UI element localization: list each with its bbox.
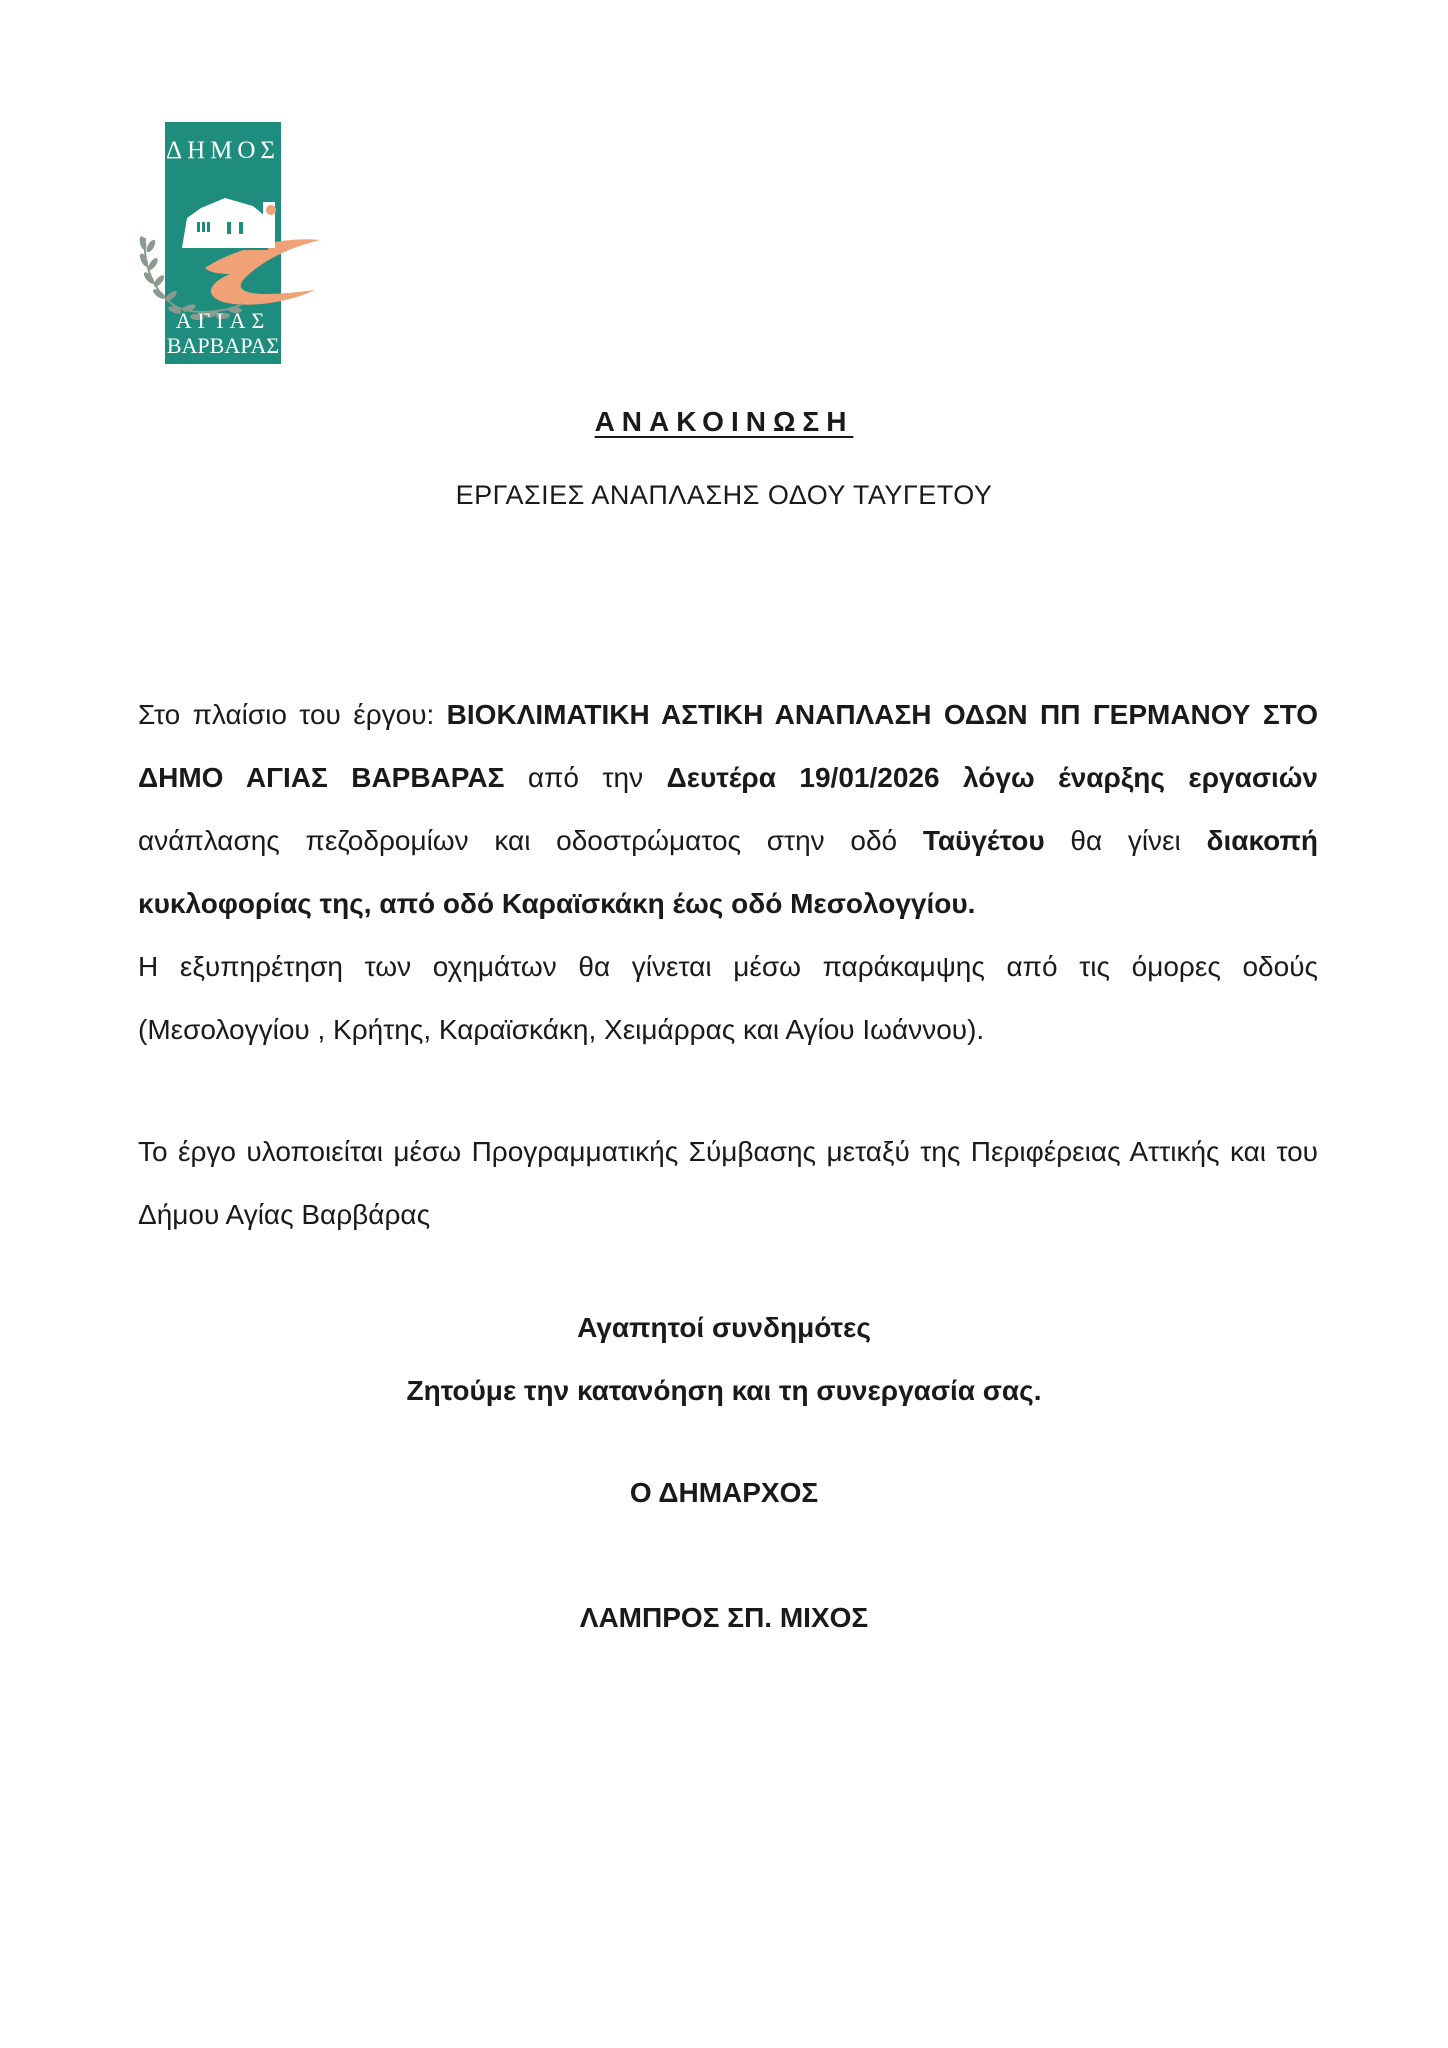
logo-text-top: ΔΗΜΟΣ bbox=[166, 137, 280, 164]
logo-text-middle: ΑΓΙΑΣ bbox=[175, 308, 271, 333]
document-title: ΑΝΑΚΟΙΝΩΣΗ bbox=[594, 406, 854, 437]
logo-text-bottom: ΒΑΡΒΑΡΑΣ bbox=[166, 333, 280, 358]
will-be-text: θα γίνει bbox=[1044, 825, 1207, 856]
municipality-logo bbox=[135, 118, 325, 368]
document-subtitle: ΕΡΓΑΣΙΕΣ ΑΝΑΠΛΑΣΗΣ ΟΔΟΥ ΤΑΥΓΕΤΟΥ bbox=[455, 480, 993, 510]
signatory-title: Ο ΔΗΜΑΡΧΟΣ bbox=[629, 1477, 819, 1508]
reason-bold: λόγω έναρξης εργασιών bbox=[939, 762, 1318, 793]
detour-text: Η εξυπηρέτηση των οχημάτων θα γίνεται μέσω παράκαμψης από τις όμορες οδούς (Μεσολογγίου , Κρήτης, Καραϊσκάκη, Χειμάρρας και Αγίου Ιωάννου). bbox=[138, 951, 1318, 1045]
intro-text: Στο πλαίσιο του έργου: bbox=[138, 699, 447, 730]
from-text: από την bbox=[504, 762, 667, 793]
greeting: Αγαπητοί συνδημότες bbox=[577, 1312, 871, 1343]
funding-paragraph: Το έργο υλοποιείται μέσω Προγραμματικής Σύμβασης μεταξύ της Περιφέρειας Αττικής και του Δήμου Αγίας Βαρβάρας bbox=[138, 1136, 1318, 1230]
reason-text: ανάπλασης πεζοδρομίων και οδοστρώματος στην οδό bbox=[138, 825, 923, 856]
traffic-closure: διακοπή κυκλοφορίας της, από οδό Καραϊσκάκη έως οδό Μεσολογγίου. bbox=[138, 825, 1319, 919]
street-name: Ταϋγέτου bbox=[922, 825, 1045, 856]
signatory-name: ΛΑΜΠΡΟΣ ΣΠ. ΜΙΧΟΣ bbox=[579, 1602, 869, 1633]
start-date: Δευτέρα 19/01/2026 bbox=[666, 762, 940, 793]
request-text: Ζητούμε την κατανόηση και τη συνεργασία σας. bbox=[406, 1375, 1042, 1406]
project-name: ΒΙΟΚΛΙΜΑΤΙΚΗ ΑΣΤΙΚΗ ΑΝΑΠΛΑΣΗ ΟΔΩΝ ΠΠ ΓΕΡΜΑΝΟΥ ΣΤΟ ΔΗΜΟ ΑΓΙΑΣ ΒΑΡΒΑΡΑΣ bbox=[138, 699, 1318, 793]
announcement-paragraph bbox=[138, 683, 1318, 1061]
